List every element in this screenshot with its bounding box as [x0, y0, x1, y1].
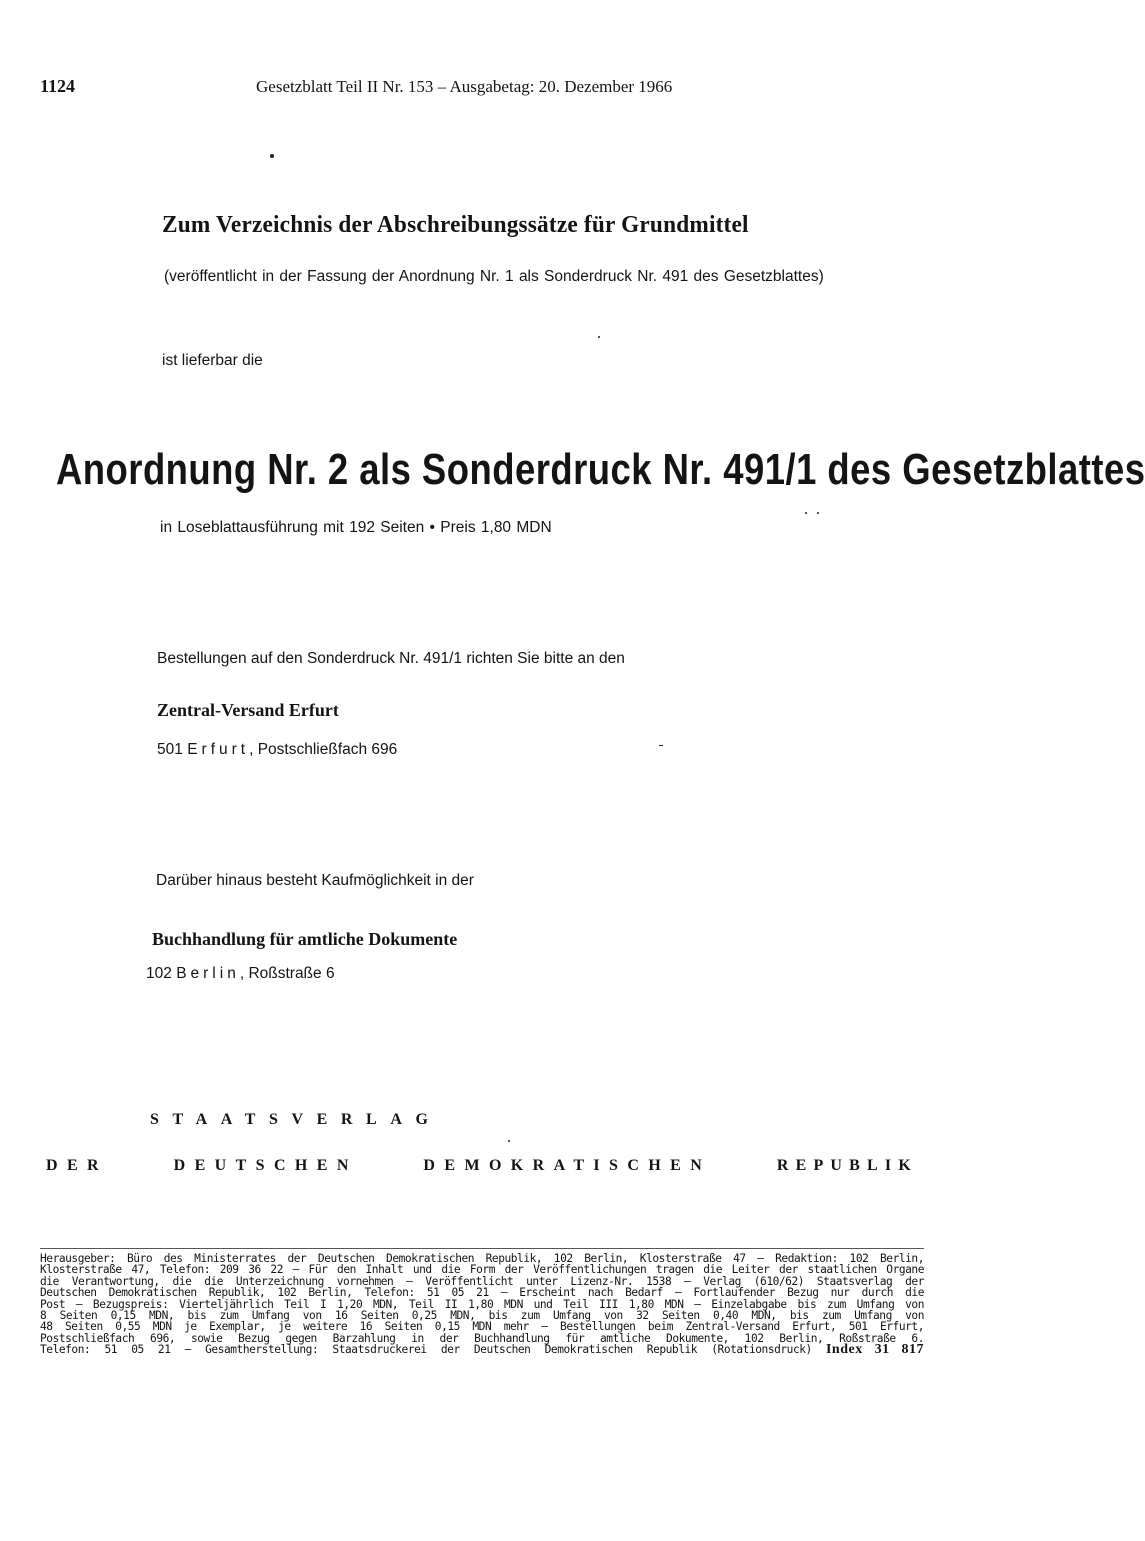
edition-details: in Loseblattausführung mit 192 Seiten • Preis 1,80 MDN: [160, 519, 552, 536]
imprint-line: Post – Bezugspreis: Vierteljährlich Teil I 1,20 MDN, Teil II 1,80 MDN und Teil III 1,80 MDN – Einzelabgabe bis zum Umfang von: [40, 1297, 924, 1311]
print-speck: [659, 745, 663, 746]
publisher-line-2: [46, 1157, 918, 1175]
publisher-line-1: STAATSVERLAG: [150, 1111, 442, 1128]
print-speck: [817, 512, 819, 514]
page-number: 1124: [40, 76, 76, 96]
publisher-word: DER: [46, 1157, 108, 1174]
bookshop-city: Berlin: [176, 965, 240, 982]
index-number: Index 31 817: [825, 1342, 924, 1358]
imprint-line: 48 Seiten 0,55 MDN je Exemplar, je weitere 16 Seiten 0,15 MDN mehr – Bestellungen beim Zentral-Versand Erfurt, 501 Erfurt,: [40, 1320, 924, 1334]
main-title: Anordnung Nr. 2 als Sonderdruck Nr. 491/1 des Gesetzblattes: [56, 446, 1145, 495]
bookshop-name: Buchhandlung für amtliche Dokumente: [152, 929, 458, 949]
distributor-address: [157, 741, 397, 759]
imprint-line: die Verantwortung, die die Unterzeichnung vornehmen – Veröffentlicht unter Lizenz-Nr. 1538 – Verlag (610/62) Staatsverlag der: [40, 1274, 924, 1288]
print-speck: [270, 154, 274, 158]
imprint-divider: [40, 1248, 924, 1249]
availability-text: ist lieferbar die: [162, 352, 263, 369]
distributor-name: Zentral-Versand Erfurt: [157, 700, 339, 720]
imprint-line: 8 Seiten 0,15 MDN, bis zum Umfang von 16 Seiten 0,25 MDN, bis zum Umfang von 32 Seiten 0,40 MDN, bis zum Umfang von: [40, 1309, 924, 1323]
imprint-line: Telefon: 51 05 21 – Gesamtherstellung: Staatsdruckerei der Deutschen Demokratischen Republik (Rotationsdruck): [40, 1343, 812, 1357]
publisher-word: DEMOKRATISCHEN: [423, 1157, 712, 1174]
imprint-last-line: [40, 1342, 924, 1358]
imprint-line: Postschließfach 696, sowie Bezug gegen Barzahlung in der Buchhandlung für amtliche Dokumente, 102 Berlin, Roßstraße 6.: [40, 1331, 924, 1345]
distributor-postbox: , Postschließfach 696: [249, 741, 398, 758]
bookshop-postcode: 102: [146, 965, 172, 982]
bookshop-street: , Roßstraße 6: [239, 965, 335, 982]
imprint-block: [40, 1253, 924, 1356]
publisher-word: REPUBLIK: [776, 1157, 918, 1174]
running-head: Gesetzblatt Teil II Nr. 153 – Ausgabetag: 20. Dezember 1966: [256, 77, 673, 96]
print-speck: [508, 1140, 510, 1142]
imprint-line: Klosterstraße 47, Telefon: 209 36 22 – Für den Inhalt und die Form der Veröffentlichungen tragen die Leiter der staatlichen Organe: [40, 1263, 924, 1277]
imprint-line: Deutschen Demokratischen Republik, 102 Berlin, Telefon: 51 05 21 – Erscheint nach Bedarf – Fortlaufender Bezug nur durch die: [40, 1286, 924, 1300]
bookshop-address: [146, 965, 335, 983]
publisher-word: DEUTSCHEN: [173, 1157, 358, 1174]
notice-heading: Zum Verzeichnis der Abschreibungssätze für Grundmittel: [162, 212, 749, 238]
distributor-city: Erfurt: [187, 741, 250, 758]
order-instruction: Bestellungen auf den Sonderdruck Nr. 491/1 richten Sie bitte an den: [157, 650, 625, 667]
print-speck: [598, 336, 600, 338]
imprint-line: Herausgeber: Büro des Ministerrates der Deutschen Demokratischen Republik, 102 Berlin, Klosterstraße 47 – Redaktion: 102 Berlin,: [40, 1252, 924, 1265]
purchase-note: Darüber hinaus besteht Kaufmöglichkeit in der: [156, 872, 474, 889]
notice-subheading: (veröffentlicht in der Fassung der Anordnung Nr. 1 als Sonderdruck Nr. 491 des Gesetzblattes): [164, 268, 824, 285]
print-speck: [805, 512, 807, 514]
distributor-postcode: 501: [157, 741, 183, 758]
